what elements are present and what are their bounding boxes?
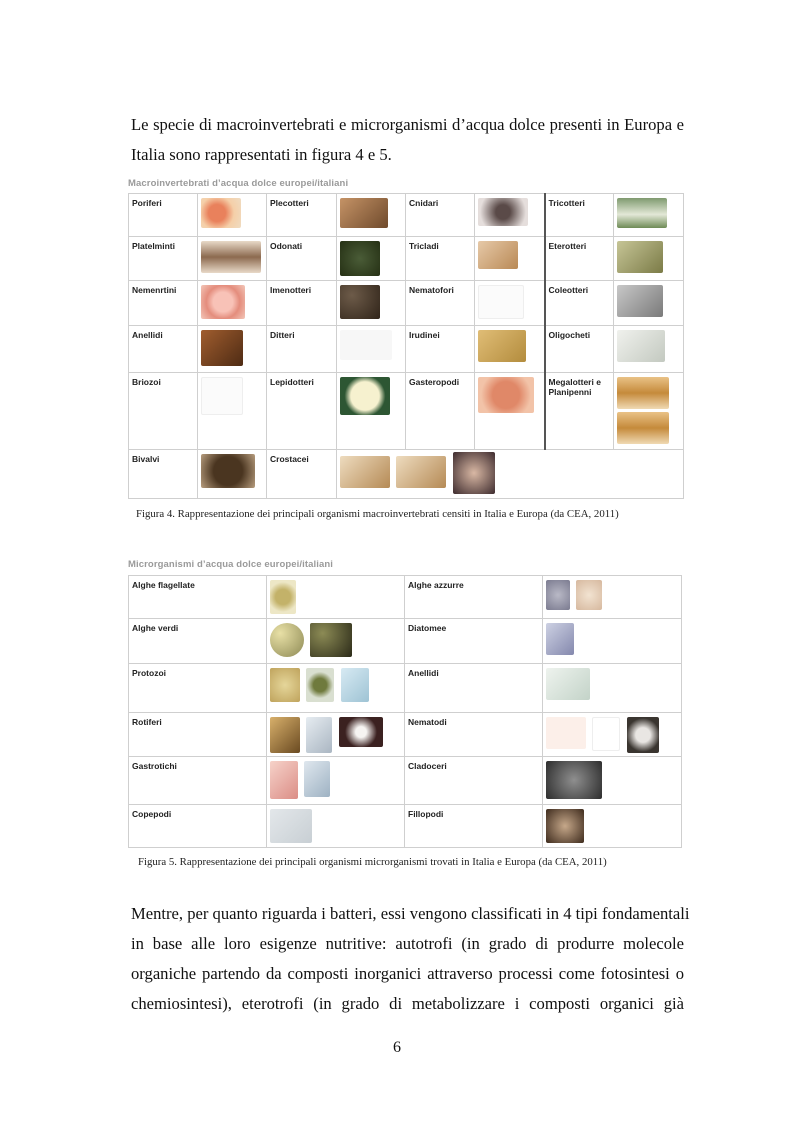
gasteropodi-image [478, 377, 534, 413]
cell-nemertini: Nemenrtini [129, 281, 198, 326]
cell-crostacei: Crostacei [267, 450, 337, 499]
cell-lepidotteri: Lepidotteri [267, 373, 337, 450]
cell-alghe-verdi: Alghe verdi [129, 619, 267, 664]
bacteria-line-3: organiche partendo da composti inorganici attraverso processi come fotosintesi o [131, 964, 684, 983]
tricotteri-image [617, 198, 667, 228]
lepidotteri-image [340, 377, 390, 415]
cell-gastrotichi: Gastrotichi [129, 757, 267, 805]
intro-line-2: Italia sono rappresentati in figura 4 e 5. [131, 145, 392, 164]
intro-line-1: Le specie di macroinvertebrati e microrganismi d’acqua dolce presenti in Europa e [131, 115, 684, 134]
tricladi-image [478, 241, 518, 269]
fillopodi-image [546, 809, 584, 843]
ditteri-image [340, 330, 392, 360]
odonati-image [340, 241, 380, 276]
cell-irudinei: Irudinei [406, 326, 475, 373]
cell-anellidi-micro: Anellidi [405, 664, 543, 713]
cell-nematodi: Nematodi [405, 713, 543, 757]
platelminti-image [201, 241, 261, 273]
nematodi-image-1 [546, 717, 586, 749]
table-row [129, 326, 684, 373]
cell-nematofori: Nematofori [406, 281, 475, 326]
cell-copepodi: Copepodi [129, 805, 267, 848]
cell-odonati: Odonati [267, 237, 337, 281]
gastrotichi-image-2 [304, 761, 330, 797]
bacteria-line-1: Mentre, per quanto riguarda i batteri, essi vengono classificati in 4 tipi fondamentali [131, 904, 690, 923]
briozoi-image [201, 377, 243, 415]
nemertini-image [201, 285, 245, 319]
cell-megalotteri: Megalotteri e Planipenni [545, 373, 614, 450]
bacteria-line-4: chemiosintesi), eterotrofi (in grado di metabolizzare i composti organici già [131, 994, 684, 1013]
table-row [129, 619, 682, 664]
cell-tricotteri: Tricotteri [545, 194, 614, 237]
table-row [129, 281, 684, 326]
table-row [129, 664, 682, 713]
cell-diatomee: Diatomee [405, 619, 543, 664]
coleotteri-image [617, 285, 663, 317]
cell-poriferi: Poriferi [129, 194, 198, 237]
alghe-flagellate-image [270, 580, 296, 614]
table-row [129, 757, 682, 805]
cell-rotiferi: Rotiferi [129, 713, 267, 757]
gastrotichi-image-1 [270, 761, 298, 799]
crostacei-image-3 [453, 452, 495, 494]
figure-5-caption: Figura 5. Rappresentazione dei principali organismi microrganismi trovati in Italia e Europa (da CEA, 2011) [138, 856, 607, 868]
nematofori-image [478, 285, 524, 319]
cell-alghe-azzurre: Alghe azzurre [405, 576, 543, 619]
cell-anellidi: Anellidi [129, 326, 198, 373]
diatomee-image [546, 623, 574, 655]
cladoceri-image [546, 761, 602, 799]
nematodi-image-3 [627, 717, 659, 753]
alghe-azzurre-image-2 [576, 580, 602, 610]
imenotteri-image [340, 285, 380, 319]
bacteria-line-2: in base alle loro esigenze nutritive: autotrofi (in grado di produrre molecole [131, 934, 684, 953]
macroinvertebrates-table [128, 193, 684, 499]
intro-paragraph [131, 110, 684, 170]
cnidari-image [478, 198, 528, 226]
planipenni-image [617, 412, 669, 444]
cell-gasteropodi: Gasteropodi [406, 373, 475, 450]
microorganisms-table-title: Microrganismi d’acqua dolce europei/italiani [128, 559, 334, 570]
nematodi-image-2 [592, 717, 620, 751]
crostacei-image-2 [396, 456, 446, 488]
cell-imenotteri: Imenotteri [267, 281, 337, 326]
cell-alghe-flagellate: Alghe flagellate [129, 576, 267, 619]
crostacei-image-1 [340, 456, 390, 488]
cell-eterotteri: Eterotteri [545, 237, 614, 281]
anellidi-micro-image [546, 668, 590, 700]
copepodi-image [270, 809, 312, 843]
protozoi-image-1 [270, 668, 300, 702]
megalotteri-image [617, 377, 669, 409]
cell-bivalvi: Bivalvi [129, 450, 198, 499]
table-row [129, 373, 684, 450]
cell-ditteri: Ditteri [267, 326, 337, 373]
cell-oligocheti: Oligocheti [545, 326, 614, 373]
table-row [129, 450, 684, 499]
irudinei-image [478, 330, 526, 362]
cell-fillopodi: Fillopodi [405, 805, 543, 848]
rotiferi-image-2 [306, 717, 332, 753]
rotiferi-image-1 [270, 717, 300, 753]
page-number: 6 [393, 1039, 401, 1056]
plecotteri-image [340, 198, 388, 228]
cell-cnidari: Cnidari [406, 194, 475, 237]
bacteria-paragraph [131, 899, 690, 1019]
eterotteri-image [617, 241, 663, 273]
table-row [129, 237, 684, 281]
microorganisms-table [128, 575, 682, 848]
table-row [129, 713, 682, 757]
alghe-verdi-image-1 [270, 623, 304, 657]
poriferi-image [201, 198, 241, 228]
rotiferi-image-3 [339, 717, 383, 747]
macroinvertebrates-table-title: Macroinvertebrati d’acqua dolce europei/italiani [128, 178, 349, 189]
cell-tricladi: Tricladi [406, 237, 475, 281]
oligocheti-image [617, 330, 665, 362]
protozoi-image-2 [306, 668, 334, 702]
cell-plecotteri: Plecotteri [267, 194, 337, 237]
bivalvi-image [201, 454, 255, 488]
cell-protozoi: Protozoi [129, 664, 267, 713]
anellidi-image [201, 330, 243, 366]
table-row [129, 576, 682, 619]
table-row [129, 194, 684, 237]
cell-briozoi: Briozoi [129, 373, 198, 450]
alghe-azzurre-image-1 [546, 580, 570, 610]
alghe-verdi-image-2 [310, 623, 352, 657]
figure-4-caption: Figura 4. Rappresentazione dei principali organismi macroinvertebrati censiti in Italia e Europa (da CEA, 2011) [136, 508, 619, 520]
cell-platelminti: Platelminti [129, 237, 198, 281]
table-row [129, 805, 682, 848]
protozoi-image-3 [341, 668, 369, 702]
cell-coleotteri: Coleotteri [545, 281, 614, 326]
cell-cladoceri: Cladoceri [405, 757, 543, 805]
